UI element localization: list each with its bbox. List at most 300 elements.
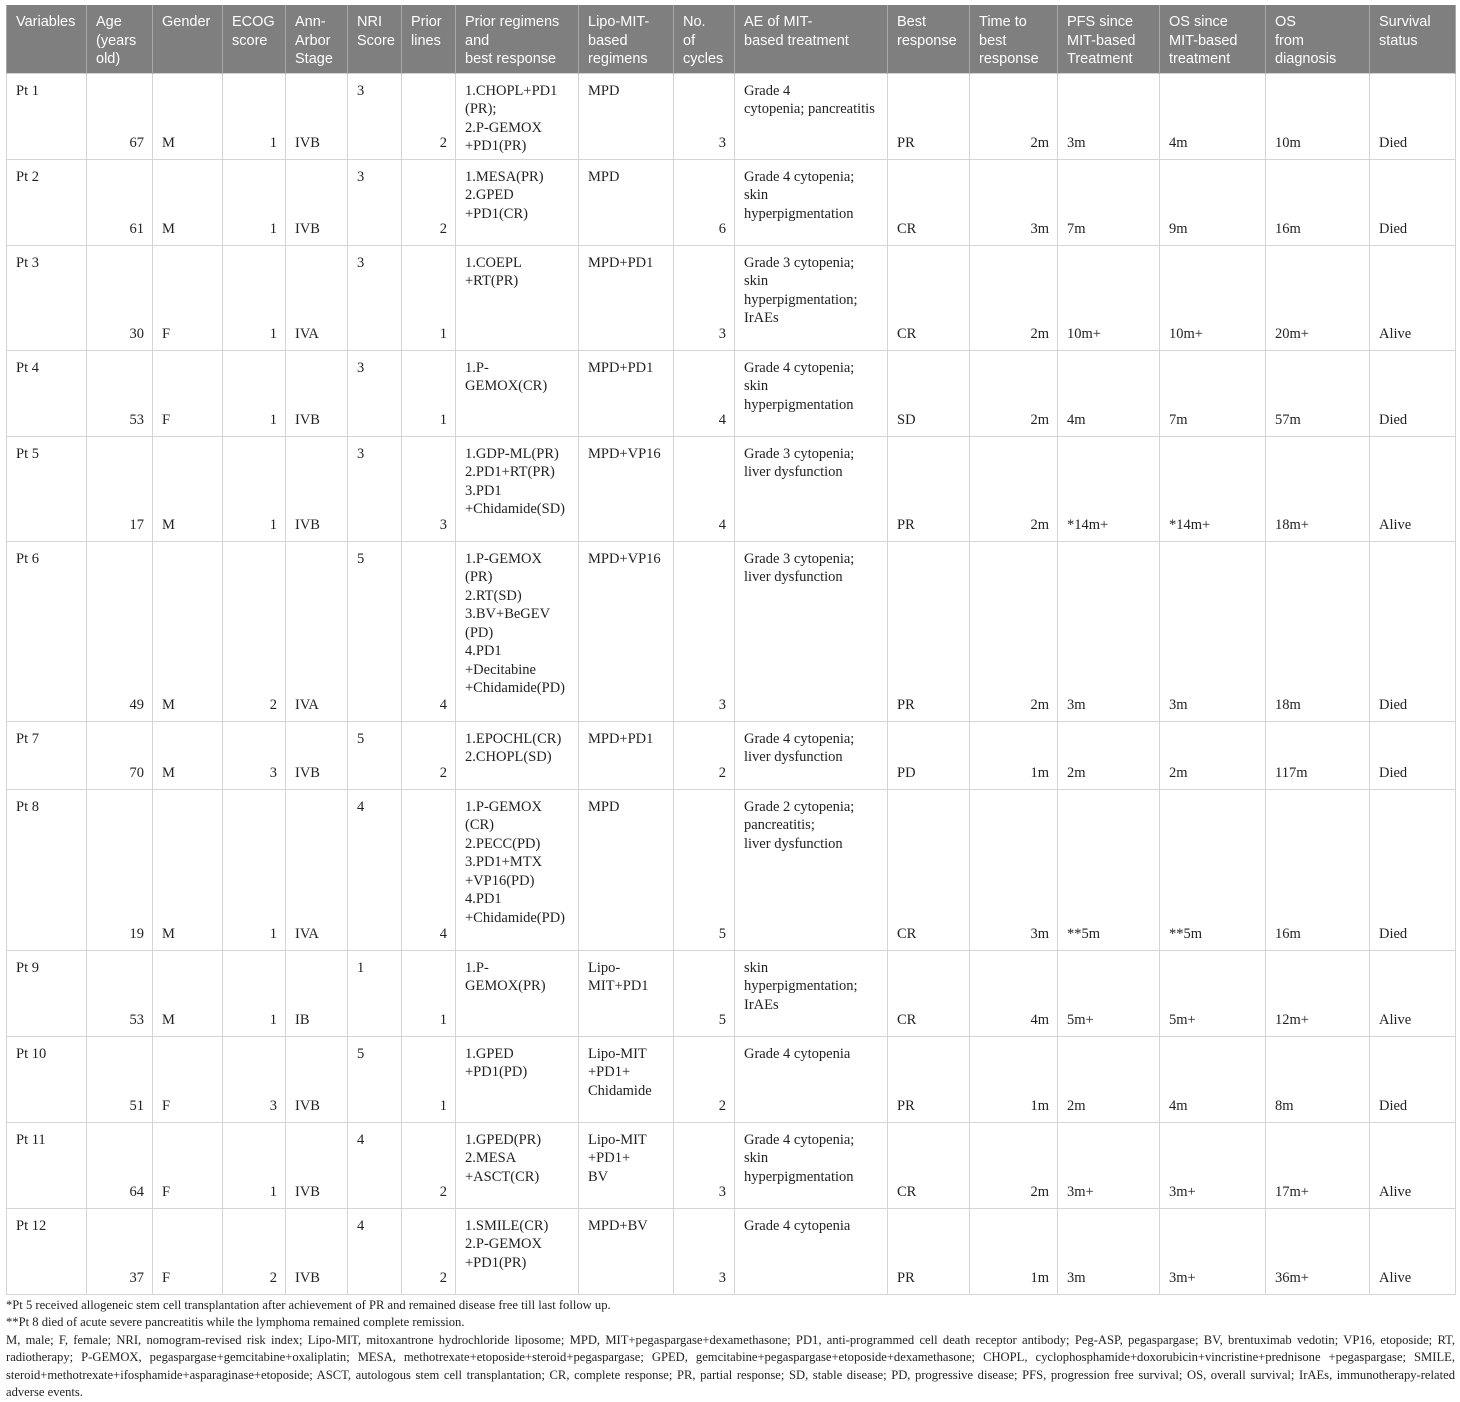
gender-value: M: [162, 697, 175, 713]
best-response-cell: [888, 1122, 970, 1208]
os-since-mit-cell: [1160, 73, 1266, 159]
header-cell: Time to best response: [970, 5, 1058, 73]
pfs-cell: [1058, 1036, 1160, 1122]
os-since-mit-value: 4m: [1169, 135, 1188, 151]
age-cell: [87, 73, 153, 159]
regimen-value: MPD+VP16: [588, 445, 661, 462]
time-to-response-cell: [970, 541, 1058, 721]
prior-lines-value: 2: [439, 221, 447, 237]
nri-cell: [348, 789, 402, 950]
regimen-value: MPD+BV: [588, 1217, 648, 1234]
adverse-events-cell: [735, 1036, 888, 1122]
os-since-mit-value: 3m+: [1169, 1270, 1196, 1286]
ecog-cell: [223, 721, 286, 789]
header-cell: ECOG score: [223, 5, 286, 73]
best-response-cell: [888, 436, 970, 541]
os-since-mit-cell: [1160, 436, 1266, 541]
ecog-cell: [223, 541, 286, 721]
survival-status-value: Died: [1379, 1098, 1408, 1114]
time-to-response-cell: [970, 1208, 1058, 1294]
os-since-mit-value: 7m: [1169, 412, 1188, 428]
best-response-cell: [888, 541, 970, 721]
table-row: [7, 73, 1456, 159]
patient-id-cell: Pt 10: [7, 1036, 87, 1122]
regimen-cell: [579, 950, 674, 1036]
regimen-cell: [579, 541, 674, 721]
time-to-response-cell: [970, 159, 1058, 245]
stage-value: IB: [295, 1012, 310, 1028]
os-since-mit-cell: [1160, 1122, 1266, 1208]
os-since-mit-value: 3m: [1169, 697, 1188, 713]
gender-cell: [153, 436, 223, 541]
adverse-events-value: Grade 4 cytopenia: [744, 1217, 851, 1234]
pfs-cell: [1058, 789, 1160, 950]
time-to-response-cell: [970, 789, 1058, 950]
survival-status-value: Died: [1379, 135, 1408, 151]
cycles-cell: [674, 789, 735, 950]
nri-cell: [348, 950, 402, 1036]
prior-regimens-cell: [456, 436, 579, 541]
header-cell: Age (years old): [87, 5, 153, 73]
ecog-value: 2: [269, 1270, 277, 1286]
gender-value: F: [162, 412, 171, 428]
prior-lines-value: 4: [439, 926, 447, 942]
table-row: [7, 245, 1456, 350]
nri-value: 4: [357, 1131, 365, 1148]
nri-cell: [348, 73, 402, 159]
pfs-cell: [1058, 1122, 1160, 1208]
prior-lines-cell: [402, 721, 456, 789]
cycles-value: 3: [718, 1184, 726, 1200]
ecog-cell: [223, 789, 286, 950]
time-to-response-cell: [970, 721, 1058, 789]
age-cell: [87, 1122, 153, 1208]
prior-regimens-cell: [456, 789, 579, 950]
adverse-events-value: Grade 4 cytopenia; skin hyperpigmentation: [744, 1131, 855, 1185]
pfs-cell: [1058, 721, 1160, 789]
os-from-diagnosis-cell: [1266, 1036, 1370, 1122]
stage-value: IVA: [295, 926, 319, 942]
os-from-diagnosis-cell: [1266, 950, 1370, 1036]
survival-status-value: Alive: [1379, 1184, 1412, 1200]
pfs-value: *14m+: [1067, 517, 1109, 533]
prior-lines-value: 2: [439, 1270, 447, 1286]
age-value: 30: [129, 326, 144, 342]
prior-lines-cell: [402, 436, 456, 541]
prior-regimens-cell: [456, 721, 579, 789]
adverse-events-cell: [735, 789, 888, 950]
prior-regimens-value: 1.COEPL +RT(PR): [465, 254, 522, 289]
nri-value: 1: [357, 959, 365, 976]
regimen-value: MPD: [588, 82, 620, 99]
adverse-events-cell: [735, 950, 888, 1036]
stage-value: IVB: [295, 1098, 320, 1114]
gender-cell: [153, 721, 223, 789]
os-from-diagnosis-cell: [1266, 1122, 1370, 1208]
gender-value: M: [162, 517, 175, 533]
os-since-mit-cell: [1160, 159, 1266, 245]
patient-id-cell: Pt 9: [7, 950, 87, 1036]
patient-id-cell: Pt 4: [7, 350, 87, 436]
os-from-diagnosis-value: 20m+: [1275, 326, 1309, 342]
adverse-events-cell: [735, 350, 888, 436]
best-response-value: PR: [897, 135, 915, 151]
survival-status-value: Alive: [1379, 1012, 1412, 1028]
os-since-mit-value: 4m: [1169, 1098, 1188, 1114]
os-from-diagnosis-cell: [1266, 1208, 1370, 1294]
pfs-value: 2m: [1067, 765, 1086, 781]
adverse-events-cell: [735, 541, 888, 721]
nri-value: 4: [357, 798, 365, 815]
header-cell: Best response: [888, 5, 970, 73]
prior-lines-value: 3: [439, 517, 447, 533]
gender-cell: [153, 1208, 223, 1294]
ecog-value: 1: [269, 1012, 277, 1028]
regimen-cell: [579, 789, 674, 950]
age-cell: [87, 950, 153, 1036]
best-response-value: CR: [897, 1184, 917, 1200]
survival-status-cell: [1370, 1122, 1456, 1208]
prior-lines-cell: [402, 245, 456, 350]
patient-id-cell: Pt 3: [7, 245, 87, 350]
stage-cell: [286, 541, 348, 721]
nri-value: 5: [357, 550, 365, 567]
header-cell: Survival status: [1370, 5, 1456, 73]
os-since-mit-cell: [1160, 789, 1266, 950]
table-row: [7, 1122, 1456, 1208]
best-response-value: CR: [897, 221, 917, 237]
prior-regimens-value: 1.GPED +PD1(PD): [465, 1045, 528, 1080]
regimen-value: MPD+PD1: [588, 359, 654, 376]
os-from-diagnosis-value: 17m+: [1275, 1184, 1309, 1200]
header-cell: PFS since MIT-based Treatment: [1058, 5, 1160, 73]
patient-id-cell: Pt 6: [7, 541, 87, 721]
cycles-value: 4: [718, 517, 726, 533]
regimen-cell: [579, 1208, 674, 1294]
prior-regimens-cell: [456, 950, 579, 1036]
time-to-response-value: 4m: [1030, 1012, 1049, 1028]
gender-value: M: [162, 1012, 175, 1028]
pfs-value: 3m: [1067, 1270, 1086, 1286]
gender-value: M: [162, 765, 175, 781]
best-response-cell: [888, 789, 970, 950]
stage-value: IVB: [295, 1270, 320, 1286]
survival-status-cell: [1370, 436, 1456, 541]
gender-value: F: [162, 326, 171, 342]
age-cell: [87, 1036, 153, 1122]
gender-cell: [153, 789, 223, 950]
os-since-mit-cell: [1160, 950, 1266, 1036]
time-to-response-value: 1m: [1030, 1270, 1049, 1286]
header-cell: OS since MIT-based treatment: [1160, 5, 1266, 73]
os-since-mit-cell: [1160, 1036, 1266, 1122]
survival-status-cell: [1370, 1208, 1456, 1294]
ecog-cell: [223, 1208, 286, 1294]
gender-cell: [153, 1036, 223, 1122]
age-value: 70: [129, 765, 144, 781]
prior-regimens-value: 1.SMILE(CR) 2.P-GEMOX +PD1(PR): [465, 1217, 549, 1271]
cycles-value: 2: [718, 765, 726, 781]
best-response-cell: [888, 721, 970, 789]
survival-status-value: Alive: [1379, 1270, 1412, 1286]
survival-status-cell: [1370, 541, 1456, 721]
prior-lines-value: 1: [439, 1098, 447, 1114]
pfs-cell: [1058, 1208, 1160, 1294]
age-value: 53: [129, 412, 144, 428]
header-cell: NRI Score: [348, 5, 402, 73]
best-response-value: CR: [897, 1012, 917, 1028]
time-to-response-cell: [970, 350, 1058, 436]
survival-status-cell: [1370, 159, 1456, 245]
adverse-events-value: Grade 3 cytopenia; skin hyperpigmentation; IrAEs: [744, 254, 858, 326]
prior-regimens-value: 1.GPED(PR) 2.MESA +ASCT(CR): [465, 1131, 542, 1185]
table-row: [7, 789, 1456, 950]
nri-cell: [348, 1122, 402, 1208]
prior-lines-value: 1: [439, 1012, 447, 1028]
time-to-response-value: 3m: [1030, 926, 1049, 942]
table-row: [7, 159, 1456, 245]
time-to-response-value: 2m: [1030, 135, 1049, 151]
header-cell: AE of MIT- based treatment: [735, 5, 888, 73]
prior-regimens-value: 1.P- GEMOX(CR): [465, 359, 548, 394]
cycles-cell: [674, 159, 735, 245]
stage-value: IVB: [295, 517, 320, 533]
os-since-mit-cell: [1160, 541, 1266, 721]
ecog-value: 1: [269, 926, 277, 942]
prior-lines-cell: [402, 73, 456, 159]
ecog-value: 3: [269, 1098, 277, 1114]
patient-id-cell: Pt 7: [7, 721, 87, 789]
nri-value: 3: [357, 82, 365, 99]
gender-cell: [153, 541, 223, 721]
document: [6, 5, 1455, 1402]
prior-lines-cell: [402, 350, 456, 436]
pfs-cell: [1058, 541, 1160, 721]
survival-status-cell: [1370, 950, 1456, 1036]
gender-value: M: [162, 926, 175, 942]
os-since-mit-value: 3m+: [1169, 1184, 1196, 1200]
pfs-cell: [1058, 159, 1160, 245]
best-response-value: PD: [897, 765, 916, 781]
header-row: [7, 5, 1456, 73]
os-from-diagnosis-value: 57m: [1275, 412, 1301, 428]
table-row: [7, 1036, 1456, 1122]
best-response-cell: [888, 350, 970, 436]
header-cell: Ann- Arbor Stage: [286, 5, 348, 73]
adverse-events-cell: [735, 159, 888, 245]
stage-value: IVB: [295, 135, 320, 151]
os-from-diagnosis-value: 36m+: [1275, 1270, 1309, 1286]
gender-value: F: [162, 1184, 171, 1200]
abbreviations-note: M, male; F, female; NRI, nomogram-revised risk index; Lipo-MIT, mitoxantrone hydrochloride liposome; MPD, MIT+pegaspargase+dexamethasone; PD1, anti-programmed cell death receptor antibody; Peg-ASP, pegaspargase; BV, brentuximab vedotin; VP16, etoposide; RT, radiotherapy; P-GEMOX, pegaspargase+gemcitabine+oxaliplatin; MESA, methotrexate+etoposide+steroid+pegaspargase; GPED, gemcitabine+pegaspargase+etoposide+dexamethasone; CHOPL, cyclophosphamide+doxorubicin+vincristine+prednisone +pegaspargase; SMILE, steroid+methotrexate+ifosphamide+asparaginase+etoposide; ASCT, autologous stem cell transplantation; CR, complete response; PR, partial response; SD, stable disease; PD, progressive disease; PFS, progression free survival; OS, overall survival; IrAEs, immunotherapy-related adverse events.: [6, 1332, 1455, 1399]
adverse-events-cell: [735, 436, 888, 541]
best-response-value: PR: [897, 517, 915, 533]
prior-regimens-cell: [456, 541, 579, 721]
cycles-value: 5: [718, 926, 726, 942]
best-response-value: PR: [897, 697, 915, 713]
pfs-value: **5m: [1067, 926, 1101, 942]
pfs-cell: [1058, 436, 1160, 541]
prior-regimens-value: 1.P-GEMOX (CR) 2.PECC(PD) 3.PD1+MTX +VP16(PD) 4.PD1 +Chidamide(PD): [465, 798, 565, 926]
nri-cell: [348, 350, 402, 436]
nri-cell: [348, 436, 402, 541]
nri-cell: [348, 721, 402, 789]
stage-cell: [286, 950, 348, 1036]
os-from-diagnosis-value: 10m: [1275, 135, 1301, 151]
prior-regimens-cell: [456, 1122, 579, 1208]
ecog-value: 3: [269, 765, 277, 781]
regimen-cell: [579, 159, 674, 245]
time-to-response-value: 2m: [1030, 1184, 1049, 1200]
prior-lines-cell: [402, 950, 456, 1036]
ecog-value: 1: [269, 326, 277, 342]
gender-value: M: [162, 221, 175, 237]
best-response-cell: [888, 159, 970, 245]
survival-status-value: Alive: [1379, 326, 1412, 342]
prior-lines-cell: [402, 1122, 456, 1208]
patient-id-cell: Pt 1: [7, 73, 87, 159]
cycles-value: 4: [718, 412, 726, 428]
os-from-diagnosis-value: 117m: [1275, 765, 1308, 781]
os-from-diagnosis-value: 16m: [1275, 926, 1301, 942]
prior-lines-value: 2: [439, 1184, 447, 1200]
os-since-mit-value: *14m+: [1169, 517, 1211, 533]
prior-lines-value: 1: [439, 412, 447, 428]
prior-regimens-cell: [456, 1036, 579, 1122]
gender-cell: [153, 245, 223, 350]
ecog-cell: [223, 245, 286, 350]
adverse-events-value: Grade 3 cytopenia; liver dysfunction: [744, 550, 855, 585]
time-to-response-value: 3m: [1030, 221, 1049, 237]
adverse-events-cell: [735, 721, 888, 789]
os-since-mit-value: 9m: [1169, 221, 1188, 237]
regimen-cell: [579, 350, 674, 436]
adverse-events-value: Grade 4 cytopenia; skin hyperpigmentation: [744, 168, 855, 222]
age-value: 64: [129, 1184, 144, 1200]
os-from-diagnosis-value: 12m+: [1275, 1012, 1309, 1028]
stage-value: IVB: [295, 221, 320, 237]
pfs-value: 2m: [1067, 1098, 1086, 1114]
pfs-value: 3m: [1067, 697, 1086, 713]
os-since-mit-value: 5m+: [1169, 1012, 1196, 1028]
os-since-mit-cell: [1160, 245, 1266, 350]
survival-status-value: Died: [1379, 765, 1408, 781]
stage-cell: [286, 1036, 348, 1122]
ecog-cell: [223, 73, 286, 159]
nri-value: 4: [357, 1217, 365, 1234]
survival-status-cell: [1370, 789, 1456, 950]
stage-value: IVB: [295, 412, 320, 428]
age-cell: [87, 436, 153, 541]
ecog-value: 1: [269, 221, 277, 237]
time-to-response-value: 2m: [1030, 326, 1049, 342]
survival-status-value: Died: [1379, 412, 1408, 428]
prior-regimens-cell: [456, 73, 579, 159]
os-from-diagnosis-cell: [1266, 789, 1370, 950]
ecog-cell: [223, 350, 286, 436]
os-since-mit-value: 2m: [1169, 765, 1188, 781]
patient-characteristics-table: [6, 5, 1456, 1295]
age-cell: [87, 1208, 153, 1294]
cycles-cell: [674, 73, 735, 159]
regimen-value: MPD+PD1: [588, 730, 654, 747]
regimen-value: Lipo-MIT +PD1+ BV: [588, 1131, 647, 1185]
prior-regimens-value: 1.P- GEMOX(PR): [465, 959, 546, 994]
pfs-value: 3m: [1067, 135, 1086, 151]
prior-regimens-cell: [456, 350, 579, 436]
regimen-cell: [579, 73, 674, 159]
cycles-value: 3: [718, 326, 726, 342]
stage-cell: [286, 789, 348, 950]
survival-status-value: Died: [1379, 926, 1408, 942]
age-cell: [87, 159, 153, 245]
regimen-value: MPD+VP16: [588, 550, 661, 567]
cycles-value: 3: [718, 135, 726, 151]
cycles-cell: [674, 245, 735, 350]
cycles-cell: [674, 721, 735, 789]
time-to-response-cell: [970, 1122, 1058, 1208]
regimen-cell: [579, 1036, 674, 1122]
best-response-value: CR: [897, 326, 917, 342]
survival-status-cell: [1370, 1036, 1456, 1122]
regimen-cell: [579, 245, 674, 350]
survival-status-value: Alive: [1379, 517, 1412, 533]
time-to-response-cell: [970, 1036, 1058, 1122]
cycles-value: 3: [718, 1270, 726, 1286]
ecog-value: 1: [269, 1184, 277, 1200]
nri-value: 5: [357, 730, 365, 747]
best-response-cell: [888, 950, 970, 1036]
time-to-response-cell: [970, 436, 1058, 541]
age-value: 37: [129, 1270, 144, 1286]
best-response-value: CR: [897, 926, 917, 942]
ecog-cell: [223, 1036, 286, 1122]
header-cell: Variables: [7, 5, 87, 73]
age-value: 49: [129, 697, 144, 713]
os-from-diagnosis-value: 18m: [1275, 697, 1301, 713]
prior-lines-value: 4: [439, 697, 447, 713]
ecog-value: 1: [269, 517, 277, 533]
time-to-response-value: 2m: [1030, 697, 1049, 713]
time-to-response-value: 2m: [1030, 517, 1049, 533]
stage-cell: [286, 721, 348, 789]
gender-cell: [153, 159, 223, 245]
age-value: 67: [129, 135, 144, 151]
survival-status-cell: [1370, 245, 1456, 350]
best-response-cell: [888, 1208, 970, 1294]
stage-value: IVA: [295, 697, 319, 713]
table-row: [7, 1208, 1456, 1294]
prior-regimens-value: 1.P-GEMOX (PR) 2.RT(SD) 3.BV+BeGEV (PD) 4.PD1 +Decitabine +Chidamide(PD): [465, 550, 565, 696]
gender-cell: [153, 950, 223, 1036]
best-response-value: PR: [897, 1270, 915, 1286]
prior-regimens-value: 1.EPOCHL(CR) 2.CHOPL(SD): [465, 730, 562, 765]
nri-value: 3: [357, 168, 365, 185]
cycles-cell: [674, 350, 735, 436]
table-body: [7, 73, 1456, 1294]
os-since-mit-cell: [1160, 721, 1266, 789]
regimen-cell: [579, 1122, 674, 1208]
best-response-cell: [888, 73, 970, 159]
best-response-cell: [888, 1036, 970, 1122]
survival-status-value: Died: [1379, 221, 1408, 237]
prior-lines-cell: [402, 159, 456, 245]
age-value: 51: [129, 1098, 144, 1114]
os-from-diagnosis-cell: [1266, 245, 1370, 350]
stage-cell: [286, 436, 348, 541]
prior-regimens-value: 1.GDP-ML(PR) 2.PD1+RT(PR) 3.PD1 +Chidamide(SD): [465, 445, 565, 517]
adverse-events-cell: [735, 245, 888, 350]
